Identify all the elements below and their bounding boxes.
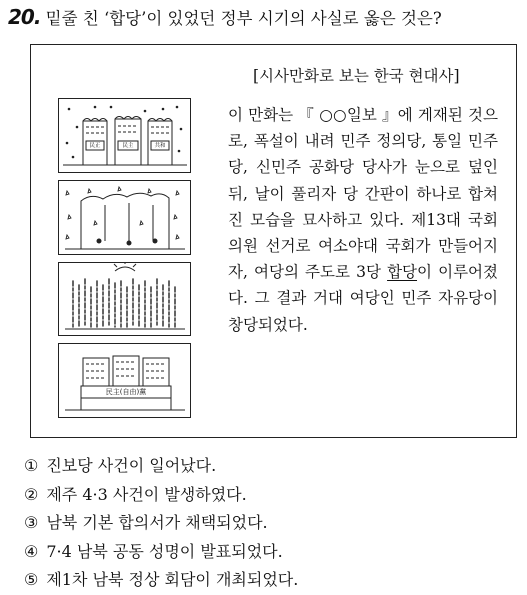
party-sign-3: 共和 [154,143,166,149]
choice-5[interactable] [24,566,298,595]
passage-underlined-term: 합당 [387,263,418,282]
choice-1-text: 진보당 사건이 일어났다. [46,456,217,475]
question-number: 20. [8,5,41,29]
choice-3[interactable] [24,509,298,538]
choice-2-number: ② [24,484,39,504]
choice-1-number: ① [24,456,39,475]
passage-part-1: 이 만화는 『 ○○일보 』에 게재된 것으로, 폭설이 내려 민주 정의당, 통일 민주당, 신민주 공화당 당사가 눈으로 덮인 뒤, 날이 풀리자 당 간판이 하나로 합쳐진 모습을 묘사하고 있다. 제13대 국회의원 선거로 여소야대 국회가 만들어지자, 여당의 주도로 3당 [228,106,498,282]
answer-choices [24,452,298,595]
choice-2[interactable] [24,481,298,510]
merged-party-sign: 民主(自由)黨 [105,388,147,396]
choice-3-text: 남북 기본 합의서가 채택되었다. [46,513,268,533]
source-tag: [시사만화로 보는 한국 현대사] [253,67,460,85]
snow-buildings-illustration [59,99,190,172]
choice-5-text: 제1차 남북 정상 회담이 개최되었다. [46,570,299,590]
question-stem [8,6,442,30]
choice-3-number: ③ [24,513,39,533]
question-stem-before: 밑줄 친 ‘ [40,9,110,28]
source-passage [228,102,498,338]
passage-part-2: 이 이루어졌다. 그 결과 거대 여당인 민주 자유당이 창당되었다. [228,263,499,334]
choice-1[interactable] [24,452,298,481]
choice-4[interactable] [24,538,298,567]
question-stem-after: ’이 있었던 정부 시기의 사실로 옳은 것은? [141,9,442,28]
snow-covered-illustration [59,181,190,254]
choice-5-number: ⑤ [24,570,39,590]
party-sign-2: 民主 [122,143,134,149]
cartoon-panel-4 [58,343,191,418]
merged-building-illustration [59,344,190,417]
party-sign-1: 民正 [89,143,101,149]
cartoon-panel-1 [58,98,191,173]
choice-4-text: 7·4 남북 공동 성명이 발표되었다. [46,541,283,561]
cartoon-panel-2 [58,180,191,255]
question-stem-term: 합당 [109,9,142,28]
melting-snow-illustration [59,263,190,335]
cartoon-panel-3 [58,262,191,336]
choice-4-number: ④ [24,541,39,561]
choice-2-text: 제주 4·3 사건이 발생하였다. [46,484,247,504]
